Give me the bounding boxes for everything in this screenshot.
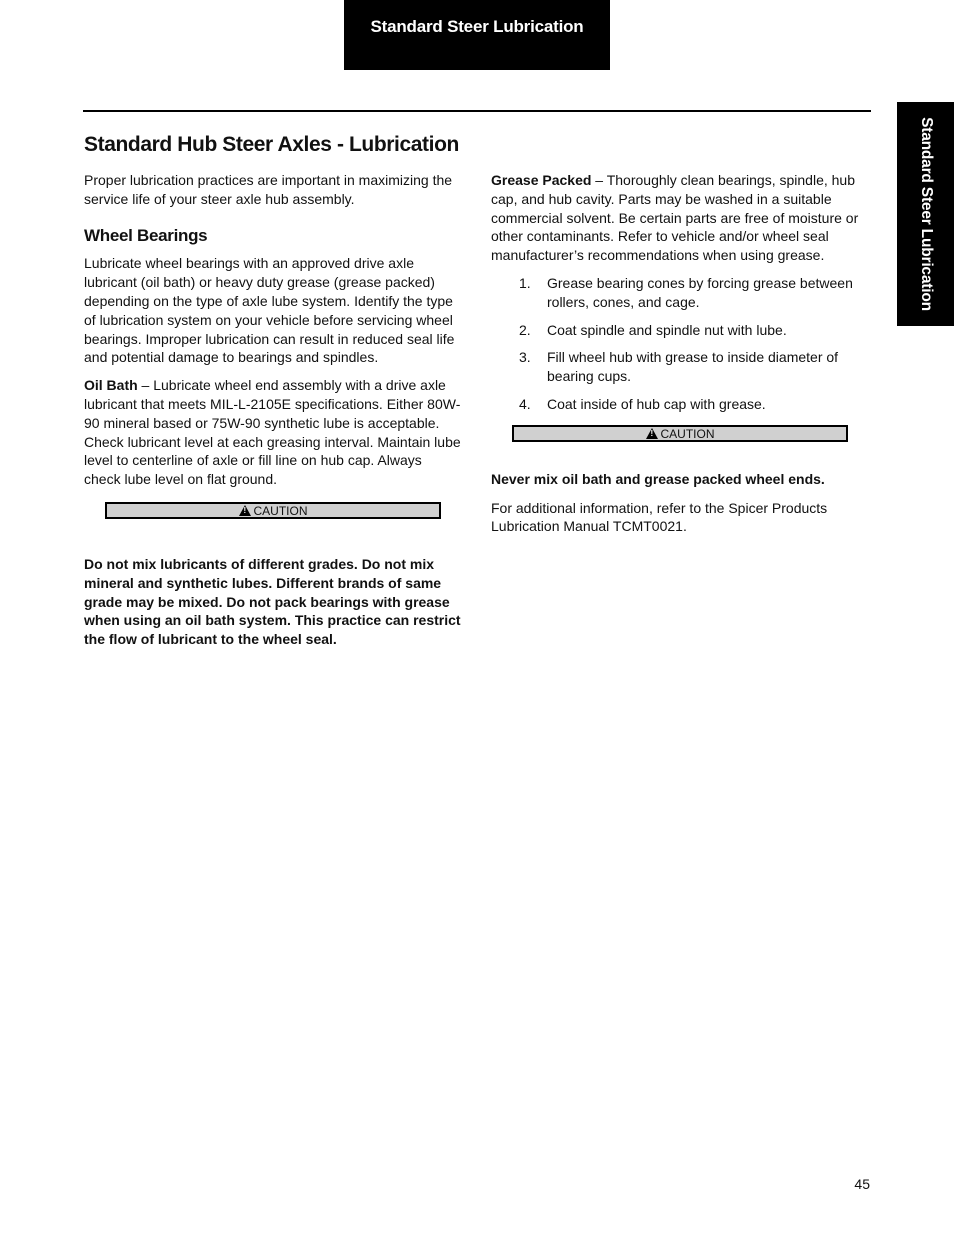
wheel-bearings-paragraph: Lubricate wheel bearings with an approved drive axle lubricant (oil bath) or heavy duty grease (grease packed) depending on the type of axle lube system. Identify the type of lubrication system on your vehicle before servicing wheel bearings. Improper lubrication can result in reduced seal life and potential damage to bearings and spindles. — [84, 255, 455, 366]
step-number: 4. — [519, 395, 531, 412]
caution-label-right: CAUTION — [660, 426, 715, 441]
step-number: 1. — [519, 274, 531, 291]
step-text: Coat inside of hub cap with grease. — [547, 395, 766, 412]
section-header-tab — [344, 0, 610, 70]
section-header-title: Standard Steer Lubrication — [370, 17, 584, 36]
oil-bath-paragraph — [84, 376, 462, 489]
caution-text-right: Never mix oil bath and grease packed wheel ends. — [491, 470, 825, 487]
side-thumb-tab — [897, 102, 954, 326]
warning-triangle-icon: ! — [646, 428, 658, 439]
step-number: 3. — [519, 349, 531, 366]
caution-label-left: CAUTION — [253, 503, 308, 518]
caution-banner-left — [105, 502, 441, 519]
left-column — [84, 171, 462, 649]
caution-text-left: Do not mix lubricants of different grades. Do not mix mineral and synthetic lubes. Different brands of same grade may be mixed. Do not pack bearings with grease when using an oil bath system. This practice can restrict the flow of lubricant to the wheel seal. — [84, 555, 461, 648]
side-thumb-tab-label: Standard Steer Lubrication — [917, 117, 935, 311]
grease-packed-text: – Thoroughly clean bearings, spindle, hub cap, and hub cavity. Parts may be washed in a suitable commercial solvent. Be certain parts are free of moisture or other contaminants. Refer to vehicle and/or wheel seal manufacturer’s recommendations when using grease. — [491, 172, 859, 264]
right-column — [491, 171, 871, 545]
warning-triangle-icon: ! — [239, 505, 251, 516]
oil-bath-text: – Lubricate wheel end assembly with a drive axle lubricant that meets MIL-L-2105E specifications. Either 80W-90 mineral based or 75W-90 synthetic lube is acceptable. Check lubricant level at each greasing interval. Maintain lube level to centerline of axle or fill line on hub cap. Always check lube level on flat ground. — [84, 377, 461, 488]
grease-packed-lead: Grease Packed — [491, 172, 592, 188]
caution-banner-right — [512, 425, 848, 442]
step-text: Grease bearing cones by forcing grease between rollers, cones, and cage. — [547, 274, 853, 310]
grease-packed-paragraph — [491, 171, 871, 265]
page-number: 45 — [854, 1176, 870, 1192]
list-item — [491, 348, 871, 386]
oil-bath-lead: Oil Bath — [84, 377, 138, 394]
list-item — [491, 274, 871, 312]
intro-paragraph: Proper lubrication practices are important in maximizing the service life of your steer axle hub assembly. — [84, 172, 453, 207]
grease-steps-list — [491, 274, 871, 414]
list-item — [491, 321, 871, 340]
step-text: Fill wheel hub with grease to inside diameter of bearing cups. — [547, 349, 839, 385]
top-rule-divider — [83, 110, 871, 112]
list-item — [491, 395, 871, 414]
wheel-bearings-heading: Wheel Bearings — [84, 225, 208, 245]
step-number: 2. — [519, 321, 531, 338]
step-text: Coat spindle and spindle nut with lube. — [547, 321, 787, 338]
page-title: Standard Hub Steer Axles - Lubrication — [84, 133, 459, 156]
additional-info-paragraph: For additional information, refer to the Spicer Products Lubrication Manual TCMT0021. — [491, 499, 828, 535]
